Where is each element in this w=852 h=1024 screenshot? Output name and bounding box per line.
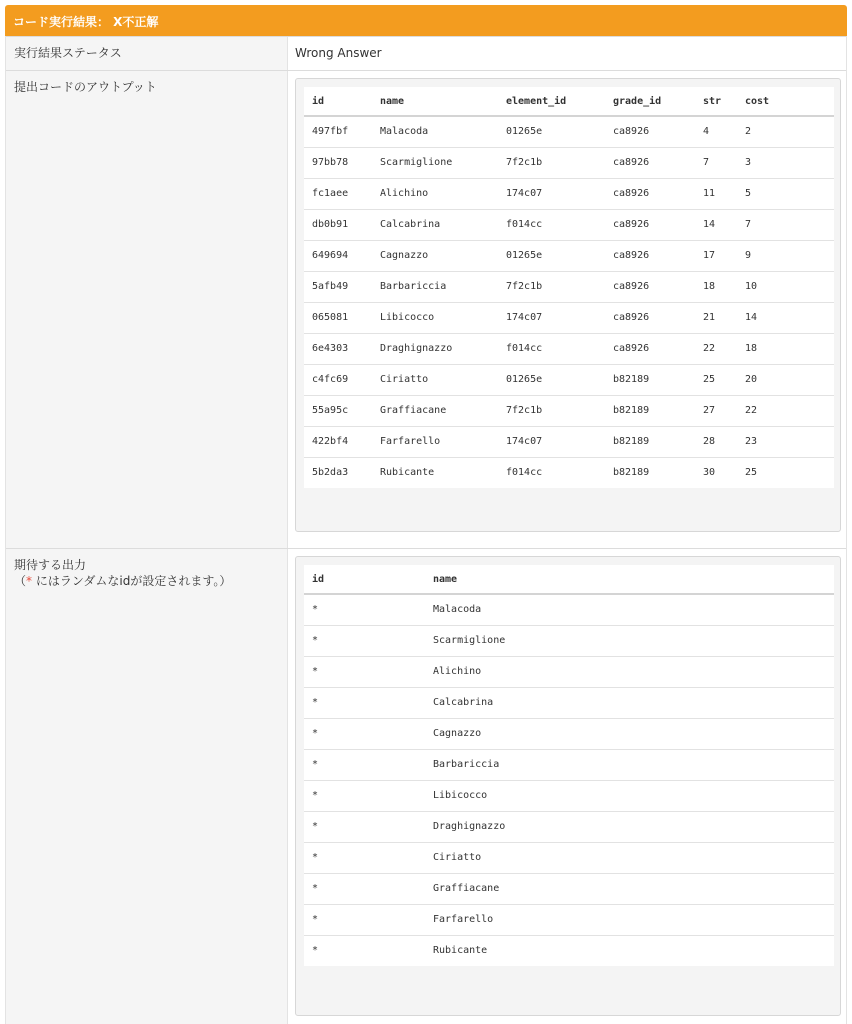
table-cell: 7 [695,147,737,178]
submitted-output-panel[interactable] [295,78,841,532]
table-row [304,395,834,426]
table-cell: 28 [695,426,737,457]
table-cell: b82189 [605,457,695,488]
table-cell: f014cc [498,457,605,488]
table-cell: 14 [695,209,737,240]
column-header: cost [737,87,834,116]
table-cell: f014cc [498,333,605,364]
table-row [304,904,834,935]
table-row [304,656,834,687]
column-header: name [425,565,834,594]
table-cell: f014cc [498,209,605,240]
status-value-cell [288,37,846,70]
table-cell: * [304,780,425,811]
table-cell: Ciriatto [425,842,834,873]
column-header: name [372,87,498,116]
table-cell: * [304,904,425,935]
table-row [304,935,834,966]
table-cell: Graffiacane [425,873,834,904]
table-cell: 422bf4 [304,426,372,457]
table-cell: * [304,656,425,687]
table-row [304,457,834,488]
table-cell: 25 [737,457,834,488]
table-cell: * [312,604,319,616]
table-cell: 97bb78 [304,147,372,178]
table-cell: 7f2c1b [498,395,605,426]
table-cell: ca8926 [613,126,650,138]
table-cell: 01265e [506,126,543,138]
table-cell: b82189 [605,426,695,457]
table-cell: 30 [695,457,737,488]
column-header: grade_id [605,87,695,116]
table-cell: * [304,873,425,904]
result-header-bar [5,5,847,36]
expected-output-label: 期待する出力 [14,558,87,572]
table-row [304,873,834,904]
table-row [304,209,834,240]
expected-output-panel[interactable] [295,556,841,1016]
table-cell: 649694 [304,240,372,271]
table-cell: 01265e [498,240,605,271]
table-cell: Calcabrina [372,209,498,240]
submitted-output-header-row [304,87,834,116]
table-cell: 174c07 [498,178,605,209]
table-row [304,271,834,302]
table-cell: 22 [737,395,834,426]
table-cell: ca8926 [605,178,695,209]
table-cell: fc1aee [304,178,372,209]
table-cell: Draghignazzo [425,811,834,842]
column-header: element_id [498,87,605,116]
table-row [304,426,834,457]
table-cell: Malacoda [380,126,429,138]
hint-text: にはランダムなidが設定されます。） [35,574,232,588]
submitted-output-cell [288,71,846,548]
table-cell: 25 [695,364,737,395]
table-cell: 23 [737,426,834,457]
table-row [304,749,834,780]
table-row [304,240,834,271]
table-cell: 20 [737,364,834,395]
table-cell: 174c07 [498,426,605,457]
table-cell: Draghignazzo [372,333,498,364]
result-header-title: コード実行結果： X不正解 [13,15,159,29]
table-cell: Alichino [425,656,834,687]
table-cell: 5afb49 [304,271,372,302]
table-cell: Alichino [372,178,498,209]
table-row [304,364,834,395]
expected-output-table [304,565,834,966]
table-cell: ca8926 [605,147,695,178]
table-cell: ca8926 [605,209,695,240]
table-cell: Rubicante [372,457,498,488]
table-cell: * [304,811,425,842]
table-cell: * [304,749,425,780]
table-cell: Farfarello [372,426,498,457]
table-cell: 01265e [498,364,605,395]
table-cell: ca8926 [605,333,695,364]
table-cell: 7 [737,209,834,240]
table-row [304,302,834,333]
status-row [6,36,846,70]
table-cell: 18 [695,271,737,302]
table-cell: 065081 [304,302,372,333]
table-cell: Cagnazzo [425,718,834,749]
column-header: str [695,87,737,116]
table-row [304,178,834,209]
table-cell: * [304,718,425,749]
table-cell: 22 [695,333,737,364]
expected-output-cell [288,549,846,1024]
table-cell: 9 [737,240,834,271]
table-cell: db0b91 [304,209,372,240]
expected-output-header-row [304,565,834,594]
table-row [304,687,834,718]
table-cell: 7f2c1b [498,147,605,178]
table-cell: * [304,687,425,718]
table-cell: b82189 [605,364,695,395]
table-cell: Graffiacane [372,395,498,426]
status-value: Wrong Answer [295,46,382,60]
table-row [304,333,834,364]
table-cell: b82189 [605,395,695,426]
table-cell: Ciriatto [372,364,498,395]
table-row [304,625,834,656]
table-row [304,116,834,147]
table-row [304,147,834,178]
table-cell: 497fbf [312,126,349,138]
table-cell: Scarmiglione [372,147,498,178]
table-cell: ca8926 [605,271,695,302]
table-row [304,842,834,873]
table-cell: 17 [695,240,737,271]
status-label: 実行結果ステータス [6,37,288,70]
submitted-output-table [304,87,834,488]
table-cell: Libicocco [425,780,834,811]
table-cell: 55a95c [304,395,372,426]
table-cell: ca8926 [605,240,695,271]
table-cell: ca8926 [605,302,695,333]
expected-output-hint [14,573,287,589]
submitted-output-label: 提出コードのアウトプット [6,71,288,548]
column-header: id [304,565,425,594]
table-row [304,718,834,749]
table-cell: 174c07 [498,302,605,333]
submitted-output-body [304,116,834,488]
table-row [304,780,834,811]
table-cell: Malacoda [433,604,482,616]
expected-output-label-cell [6,549,288,1024]
table-cell: Rubicante [425,935,834,966]
table-row [304,811,834,842]
table-cell: Scarmiglione [425,625,834,656]
table-cell: 21 [695,302,737,333]
table-cell: 5b2da3 [304,457,372,488]
expected-output-body [304,594,834,966]
table-cell: * [304,842,425,873]
table-cell: * [304,935,425,966]
table-cell: 7f2c1b [498,271,605,302]
table-cell: Farfarello [425,904,834,935]
hint-open-paren: （ [14,574,27,588]
expected-output-row [6,548,846,1024]
table-cell: 4 [703,126,710,138]
hint-star: * [26,574,33,588]
submitted-output-row [6,70,846,548]
table-row [304,594,834,625]
table-cell: 18 [737,333,834,364]
table-cell: Barbariccia [425,749,834,780]
table-cell: 5 [737,178,834,209]
table-cell: c4fc69 [304,364,372,395]
table-cell: 11 [695,178,737,209]
table-cell: 3 [737,147,834,178]
table-cell: 27 [695,395,737,426]
column-header: id [304,87,372,116]
table-cell: 6e4303 [304,333,372,364]
table-cell: 2 [745,126,752,138]
table-cell: 10 [737,271,834,302]
table-cell: Barbariccia [372,271,498,302]
table-cell: 14 [737,302,834,333]
result-table [5,36,847,1024]
table-cell: Calcabrina [425,687,834,718]
table-cell: * [304,625,425,656]
table-cell: Libicocco [372,302,498,333]
table-cell: Cagnazzo [372,240,498,271]
